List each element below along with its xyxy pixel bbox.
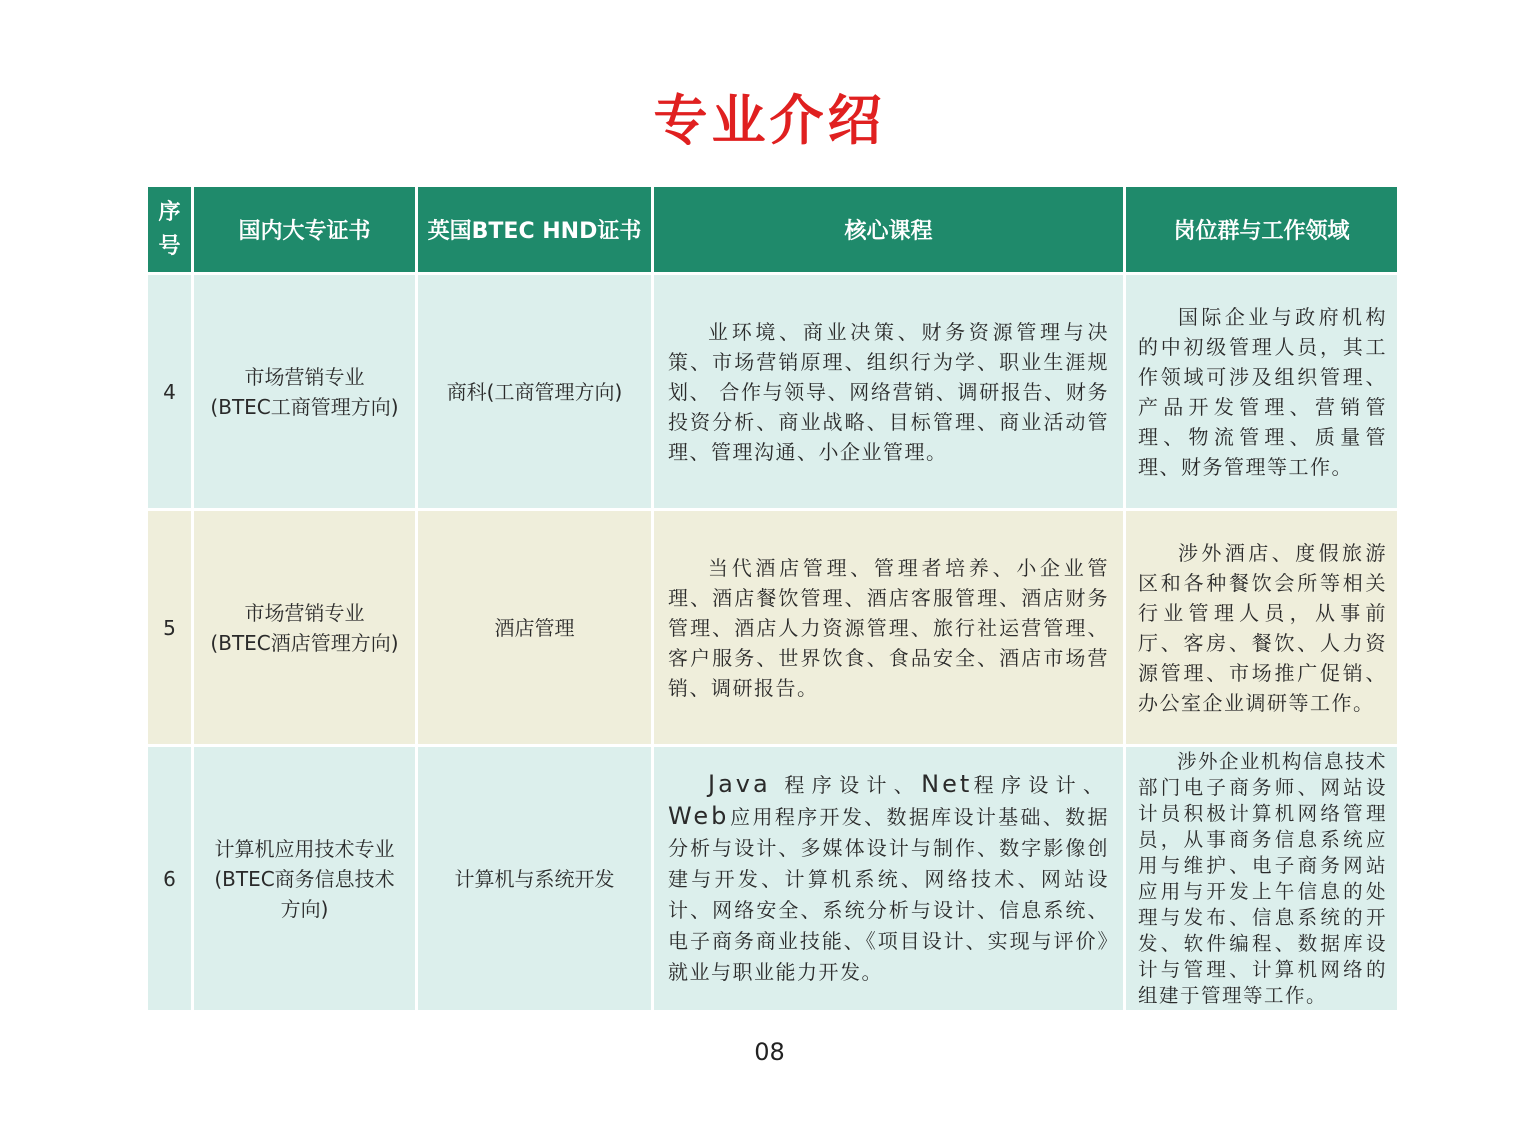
- core-courses-text: [668, 769, 1109, 988]
- header-courses: 核心课程: [653, 186, 1125, 274]
- core-courses: [653, 274, 1125, 510]
- header-no: 序号: [147, 186, 193, 274]
- course-rest: 应用程序开发、数据库设计基础、数据分析与设计、多媒体设计与制作、数字影像创建与开发、计算机系统、网络技术、网站设计、网络安全、系统分析与设计、信息系统、电子商务商业技能、《项目设计、实现与评价》就业与职业能力开发。: [668, 805, 1109, 984]
- table-row: [147, 510, 1399, 746]
- btec-certificate: 商科(工商管理方向): [417, 274, 653, 510]
- domestic-certificate: [193, 510, 417, 746]
- job-fields-text: 国际企业与政府机构的中初级管理人员，其工作领域可涉及组织管理、产品开发管理、营销管理、物流管理、质量管理、财务管理等工作。: [1138, 304, 1387, 479]
- course-java: Java: [708, 770, 771, 798]
- course-net: Net: [921, 770, 973, 798]
- page-number: 08: [754, 1038, 785, 1066]
- row-number: 5: [147, 510, 193, 746]
- domestic-direction: (BTEC工商管理方向): [210, 394, 399, 419]
- btec-certificate: 计算机与系统开发: [417, 746, 653, 1012]
- domestic-major: 市场营销专业: [244, 600, 365, 625]
- table-row: [147, 274, 1399, 510]
- job-fields: [1125, 510, 1399, 746]
- domestic-direction: (BTEC商务信息技术方向): [214, 866, 395, 921]
- page-title: 专业介绍: [653, 89, 886, 152]
- header-domestic: 国内大专证书: [193, 186, 417, 274]
- row-number: 6: [147, 746, 193, 1012]
- job-fields-text: 涉外酒店、度假旅游区和各种餐饮会所等相关行业管理人员，从事前厅、客房、餐饮、人力资源管理、市场推广促销、办公室企业调研等工作。: [1138, 540, 1387, 715]
- domestic-major: 计算机应用技术专业: [214, 836, 395, 861]
- domestic-certificate: [193, 274, 417, 510]
- domestic-certificate: [193, 746, 417, 1012]
- header-jobs: 岗位群与工作领域: [1125, 186, 1399, 274]
- course-web: Web: [668, 802, 730, 830]
- core-courses-text: 业环境、商业决策、财务资源管理与决策、市场营销原理、组织行为学、职业生涯规划、 合作与领导、网络营销、调研报告、财务投资分析、商业战略、目标管理、商业活动管理、管理沟通、小企业管理。: [668, 319, 1109, 464]
- program-table: [145, 184, 1400, 1013]
- job-fields: [1125, 274, 1399, 510]
- table-row: [147, 746, 1399, 1012]
- core-courses: [653, 746, 1125, 1012]
- core-courses: [653, 510, 1125, 746]
- job-fields: [1125, 746, 1399, 1012]
- header-row: [147, 186, 1399, 274]
- core-courses-text: 当代酒店管理、管理者培养、小企业管理、酒店餐饮管理、酒店客服管理、酒店财务管理、酒店人力资源管理、旅行社运营管理、客户服务、世界饮食、食品安全、酒店市场营销、调研报告。: [668, 555, 1109, 700]
- domestic-direction: (BTEC酒店管理方向): [210, 630, 399, 655]
- header-btec: 英国BTEC HND证书: [417, 186, 653, 274]
- row-number: 4: [147, 274, 193, 510]
- domestic-major: 市场营销专业: [244, 364, 365, 389]
- course-java-suffix: 程序设计、: [770, 773, 922, 797]
- job-fields-text: 涉外企业机构信息技术部门电子商务师、网站设计员积极计算机网络管理员，从事商务信息系统应用与维护、电子商务网站应用与开发上午信息的处理与发布、信息系统的开发、软件编程、数据库设计与管理、计算机网络的组建于管理等工作。: [1138, 749, 1388, 1007]
- btec-certificate: 酒店管理: [417, 510, 653, 746]
- course-net-suffix: 程序设计、: [972, 773, 1110, 797]
